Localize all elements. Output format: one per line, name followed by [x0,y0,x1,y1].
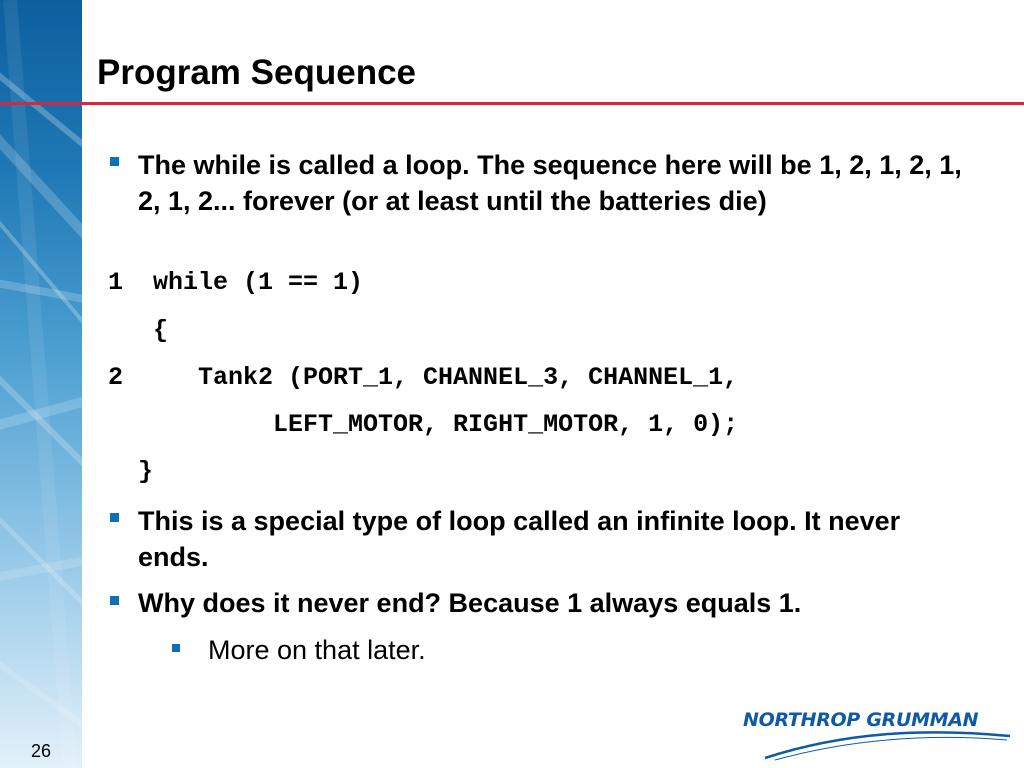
logo-wordmark: NORTHROP GRUMMAN [743,709,979,731]
slide-title: Program Sequence [97,53,416,92]
square-bullet-icon [110,157,119,166]
slide-number: 26 [30,741,52,761]
code-line: 1 while (1 == 1) [108,268,364,297]
square-bullet-icon [110,513,119,522]
sub-bullet-point: More on that later. [208,635,426,665]
code-line: 2 Tank2 (PORT_1, CHANNEL_3, CHANNEL_1, [108,363,739,392]
bullet-point: This is a special type of loop called an infinite loop. It never ends. [138,506,901,572]
code-line: LEFT_MOTOR, RIGHT_MOTOR, 1, 0); [108,410,739,439]
code-line: } [108,457,154,486]
bullet-point: Why does it never end? Because 1 always equals 1. [138,588,802,618]
code-line: { [108,316,169,345]
company-logo [735,706,1015,762]
decorative-streaks [0,0,82,768]
title-divider [0,102,1024,105]
side-decoration-panel [0,0,82,768]
bullet-point: The while is called a loop. The sequence here will be 1, 2, 1, 2, 1, 2, 1, 2... forever (or at least until the batteries die) [138,150,962,216]
square-bullet-icon [110,596,119,605]
square-bullet-icon [172,644,180,652]
